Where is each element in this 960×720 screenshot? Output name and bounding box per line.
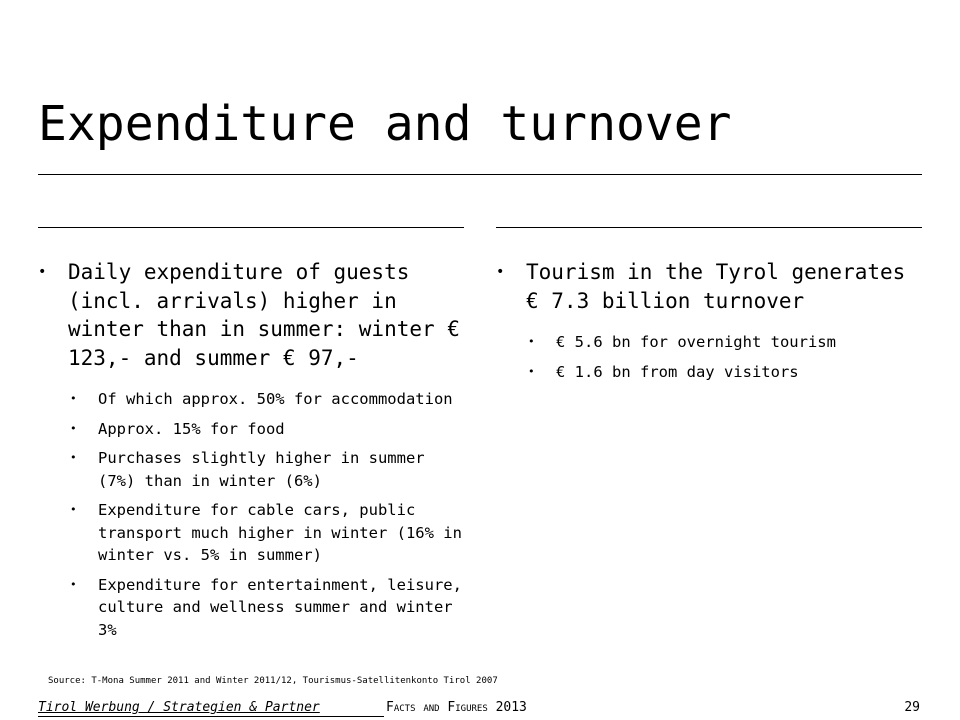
left-column xyxy=(38,258,468,648)
left-sub-text: Expenditure for entertainment, leisure, culture and wellness summer and winter 3% xyxy=(98,575,462,639)
title-divider xyxy=(38,174,922,175)
right-main-text: Tourism in the Tyrol generates € 7.3 billion turnover xyxy=(526,260,906,313)
bullet-dot: • xyxy=(70,392,77,405)
left-sub-bullet xyxy=(38,574,468,642)
right-main-bullet xyxy=(496,258,916,315)
left-column-divider xyxy=(38,227,464,228)
left-sub-text: Of which approx. 50% for accommodation xyxy=(98,390,453,408)
right-column-divider xyxy=(496,227,922,228)
bullet-dot: • xyxy=(70,503,77,516)
left-main-bullet xyxy=(38,258,468,372)
slide-title: Expenditure and turnover xyxy=(38,96,732,152)
bullet-dot: • xyxy=(70,577,77,591)
page-number: 29 xyxy=(904,700,920,715)
right-column xyxy=(496,258,916,390)
bullet-dot: • xyxy=(70,421,77,435)
left-sub-bullet xyxy=(38,499,468,567)
left-sub-text: Expenditure for cable cars, public transport much higher in winter (16% in winter vs. 5% in summer) xyxy=(98,501,462,564)
left-sub-text: Approx. 15% for food xyxy=(98,419,285,438)
bullet-dot: • xyxy=(528,364,535,378)
bullet-dot: • xyxy=(70,451,77,464)
footer-publication: Facts and Figures 2013 xyxy=(386,700,527,715)
left-sub-bullet xyxy=(38,447,468,492)
right-sub-text: € 1.6 bn from day visitors xyxy=(556,362,799,381)
left-sub-bullet xyxy=(38,418,468,441)
footer-organization: Tirol Werbung / Strategien & Partner xyxy=(38,700,320,715)
footer-divider xyxy=(38,716,384,717)
bullet-dot: • xyxy=(496,264,505,280)
left-main-text: Daily expenditure of guests (incl. arrivals) higher in winter than in summer: winter € 123,- and summer € 97,- xyxy=(68,260,460,370)
right-sub-bullet xyxy=(496,361,916,384)
source-note: Source: T-Mona Summer 2011 and Winter 2011/12, Tourismus-Satellitenkonto Tirol 2007 xyxy=(48,676,498,686)
right-sub-text: € 5.6 bn for overnight tourism xyxy=(556,333,836,351)
right-sub-bullet xyxy=(496,331,916,354)
left-sub-bullet xyxy=(38,388,468,411)
left-sub-text: Purchases slightly higher in summer (7%) than in winter (6%) xyxy=(98,449,425,490)
bullet-dot: • xyxy=(38,264,47,280)
bullet-dot: • xyxy=(528,335,535,348)
